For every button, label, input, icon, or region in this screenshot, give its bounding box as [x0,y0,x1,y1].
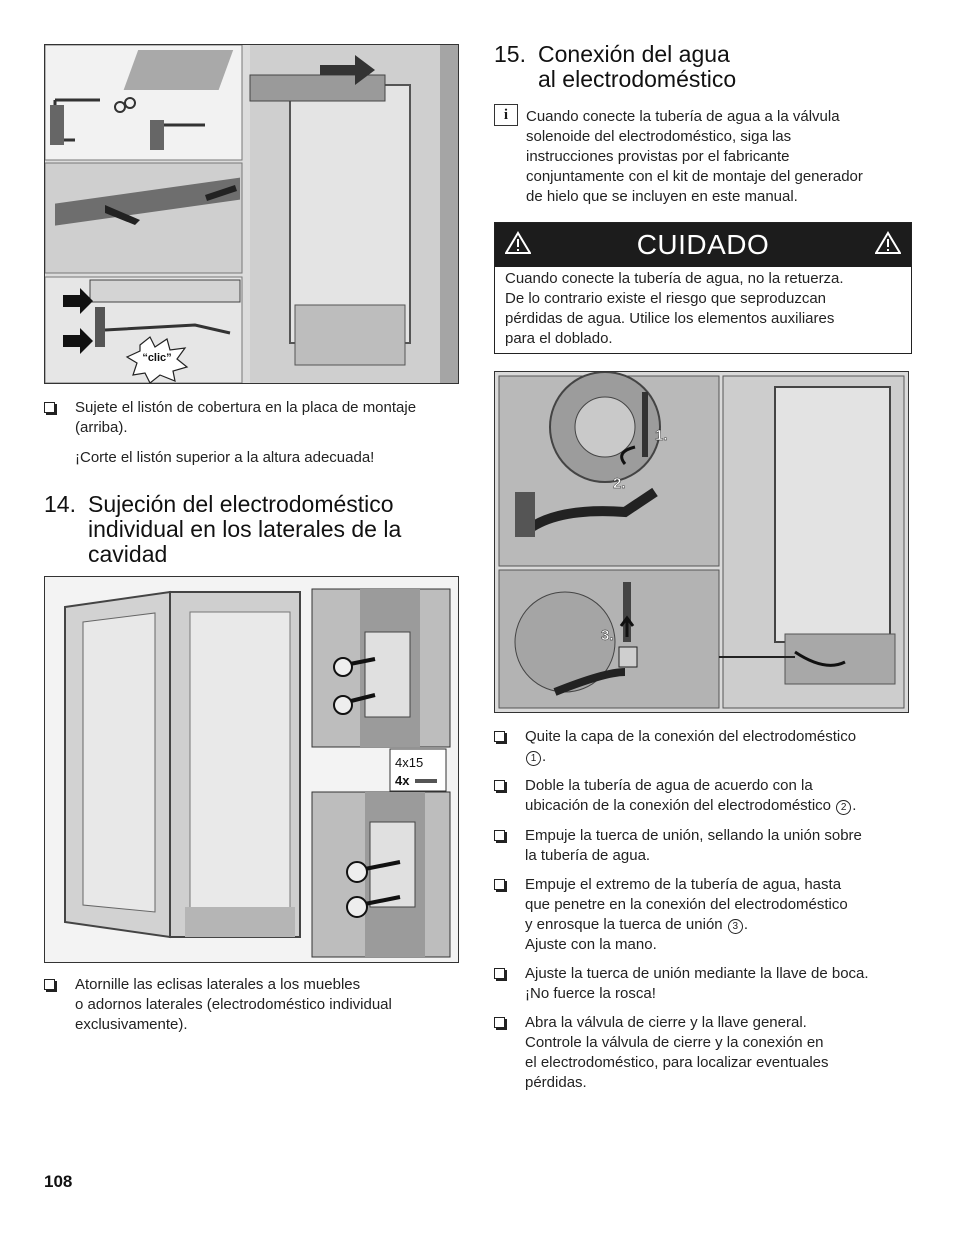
caution-line: para el doblado. [505,330,613,347]
step-text: Empuje la tuerca de unión, sellando la unión sobre [525,827,862,844]
checkbox-bullet-icon [494,879,505,890]
checkbox-bullet-icon [494,780,505,791]
step-2-label: 2. [613,475,626,492]
step-text: Controle la válvula de cierre y la conexión en [525,1034,824,1051]
heading-line: individual en los laterales de la [88,516,402,542]
checkbox-bullet-icon [494,830,505,841]
water-connection-illustration [495,372,908,712]
figure-water-connection [494,371,909,713]
info-line: de hielo que se incluyen en este manual. [526,188,798,205]
step-text-end: . [852,797,857,814]
screw-size-label: 4x15 [395,755,424,770]
info-text [526,107,916,207]
step-text: el electrodoméstico, para localizar eventuales [525,1054,829,1071]
heading-line: cavidad [88,541,168,567]
section-number: 15. [494,41,526,67]
side-brackets-illustration [45,577,458,962]
step-text: la tubería de agua. [525,847,651,864]
marker-3: 3 [728,919,743,934]
warning-triangle-icon [875,231,901,255]
heading-line: al electrodoméstico [538,66,737,92]
cover-strip-illustration [45,45,458,383]
page-number: 108 [44,1172,73,1191]
step-1-label: 1. [655,427,668,444]
step-text: que penetre en la conexión del electrodoméstico [525,896,848,913]
info-line: solenoide del electrodoméstico, siga las [526,128,792,145]
info-icon: i [494,104,518,126]
figure-side-brackets [44,576,459,963]
step-text: Quite la capa de la conexión del electrodoméstico [525,728,857,745]
info-line: conjuntamente con el kit de montaje del generador [526,168,863,185]
step-text: Abra la válvula de cierre y la llave general. [525,1014,807,1031]
bullet-text: Sujete el listón de cobertura en la placa de montaje (arriba). [75,399,417,436]
step-text: Empuje el extremo de la tubería de agua, hasta [525,876,842,893]
info-line: instrucciones provistas por el fabricante [526,148,790,165]
step-text: pérdidas. [525,1074,587,1091]
step-3-label: 3. [601,627,614,644]
step-text: ¡No fuerce la rosca! [525,985,656,1002]
heading-line: Sujeción del electrodoméstico [88,491,394,517]
caution-text [505,269,901,349]
heading-line: Conexión del agua [538,41,730,67]
screw-count-label: 4x [395,773,410,788]
checkbox-bullet-icon [44,979,55,990]
caution-header [495,223,911,267]
step-text: ubicación de la conexión del electrodoméstico [525,797,832,814]
click-label: “clic” [142,352,172,364]
info-line: Cuando conecte la tubería de agua a la válvula [526,108,840,125]
marker-1: 1 [526,751,541,766]
section-14-heading [44,492,464,570]
bullet-line: Atornille las eclisas laterales a los muebles [75,976,361,993]
caution-line: pérdidas de agua. Utilice los elementos auxiliares [505,310,835,327]
step-text: Doble la tubería de agua de acuerdo con la [525,777,813,794]
caution-box [494,222,912,354]
caution-line: De lo contrario existe el riesgo que seproduzcan [505,290,827,307]
bullet-line: exclusivamente). [75,1016,188,1033]
caution-line: Cuando conecte la tubería de agua, no la retuerza. [505,270,844,287]
checkbox-bullet-icon [494,1017,505,1028]
figure-cover-strip-installation [44,44,459,384]
marker-2: 2 [836,800,851,815]
step-text-end: . [743,916,748,933]
step-text: y enrosque la tuerca de unión [525,916,723,933]
caution-title: CUIDADO [636,229,770,260]
step-text: Ajuste la tuerca de unión mediante la llave de boca. [525,965,869,982]
step-text-end: . [542,748,547,765]
checkbox-bullet-icon [44,402,55,413]
section-number: 14. [44,491,76,517]
note-cut-strip: ¡Corte el listón superior a la altura adecuada! [75,449,375,466]
bullet-line: o adornos laterales (electrodoméstico individual [75,996,392,1013]
checkbox-bullet-icon [494,731,505,742]
section-15-heading [494,42,914,94]
checkbox-bullet-icon [494,968,505,979]
step-text: Ajuste con la mano. [525,936,657,953]
